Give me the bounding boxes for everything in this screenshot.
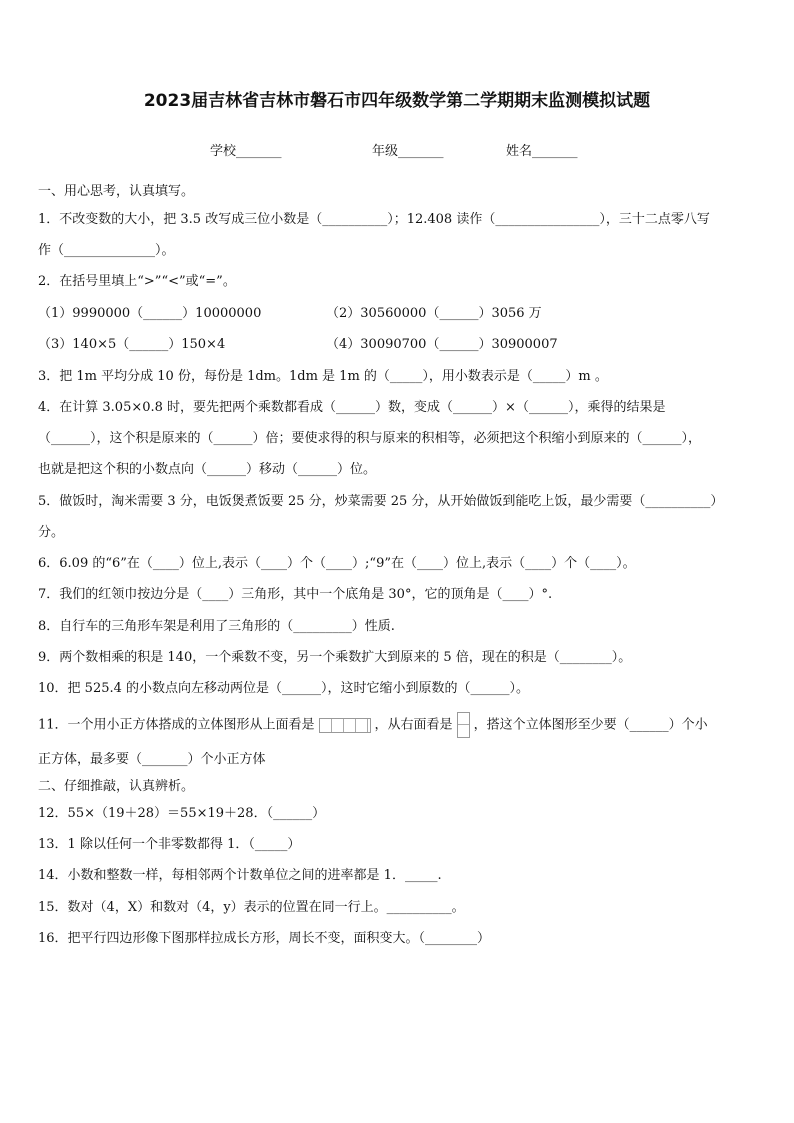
question-text: 也就是把这个积的小数点向（______）移动（______）位。 xyxy=(38,462,377,477)
question-11 xyxy=(38,712,708,738)
right-view-figure xyxy=(457,712,470,738)
question-text: 3．把 1m 平均分成 10 份，每份是 1dm。1dm 是 1m 的（_____），用小数表示是（_____）m 。 xyxy=(38,369,608,384)
question-text: 14．小数和整数一样，每相邻两个计数单位之间的进率都是 1．_____. xyxy=(38,868,442,883)
school-field: 学校_______ xyxy=(210,144,282,159)
question-text: 15．数对（4，X）和数对（4，y）表示的位置在同一行上。__________。 xyxy=(38,900,465,915)
question-text: 11．一个用小正方体搭成的立体图形从上面看是 xyxy=(38,717,315,733)
question-text: 4．在计算 3.05×0.8 时，要先把两个乘数都看成（______）数，变成（______）×（______），乘得的结果是 xyxy=(38,400,666,415)
question-text: ，从右面看是 xyxy=(374,717,453,733)
top-view-figure xyxy=(319,718,371,733)
question-text: 12．55×（19＋28）＝55×19＋28．（______） xyxy=(38,806,326,821)
section-heading: 一、用心思考，认真填写。 xyxy=(38,184,195,199)
sub-question: （3）140×5（______）150×4 xyxy=(38,337,226,352)
question-text: 2．在括号里填上“>”“<”或“=”。 xyxy=(38,274,236,289)
question-text: 正方体，最多要（_______）个小正方体 xyxy=(38,752,266,767)
question-text: 8．自行车的三角形车架是利用了三角形的（_________）性质. xyxy=(38,619,395,634)
sub-question: （4）30090700（______）30900007 xyxy=(326,337,558,352)
question-text: 16．把平行四边形像下图那样拉成长方形，周长不变，面积变大。（________） xyxy=(38,931,491,946)
question-text: ，搭这个立体图形至少要（______）个小 xyxy=(473,717,708,733)
question-text: 分。 xyxy=(38,525,65,540)
question-text: 5．做饭时，淘米需要 3 分，电饭煲煮饭要 25 分，炒菜需要 25 分，从开始做饭到能吃上饭，最少需要（__________） xyxy=(38,494,724,509)
question-text: 1．不改变数的大小，把 3.5 改写成三位小数是（__________）；12.408 读作（________________），三十二点零八写 xyxy=(38,212,710,227)
section-heading: 二、仔细推敲，认真辨析。 xyxy=(38,779,195,794)
sub-question: （2）30560000（______）3056 万 xyxy=(326,306,542,321)
question-text: 9．两个数相乘的积是 140，一个乘数不变，另一个乘数扩大到原来的 5 倍，现在的积是（________）。 xyxy=(38,650,632,665)
question-text: 作（______________）。 xyxy=(38,243,175,258)
grade-field: 年级_______ xyxy=(372,144,444,159)
question-text: 7．我们的红领巾按边分是（____）三角形，其中一个底角是 30°，它的顶角是（____）°. xyxy=(38,587,553,602)
sub-question: （1）9990000（______）10000000 xyxy=(38,306,262,321)
question-text: 13．1 除以任何一个非零数都得 1．（_____） xyxy=(38,837,301,852)
question-text: （______），这个积是原来的（______）倍；要使求得的积与原来的积相等，必须把这个积缩小到原来的（______）， xyxy=(38,431,702,446)
name-field: 姓名_______ xyxy=(506,144,578,159)
question-text: 6．6.09 的“6”在（____）位上,表示（____）个（____）;“9”在（____）位上,表示（____）个（____）。 xyxy=(38,556,636,571)
question-text: 10．把 525.4 的小数点向左移动两位是（______），这时它缩小到原数的（______）。 xyxy=(38,681,530,696)
page-title: 2023届吉林省吉林市磐石市四年级数学第二学期期末监测模拟试题 xyxy=(143,91,651,111)
